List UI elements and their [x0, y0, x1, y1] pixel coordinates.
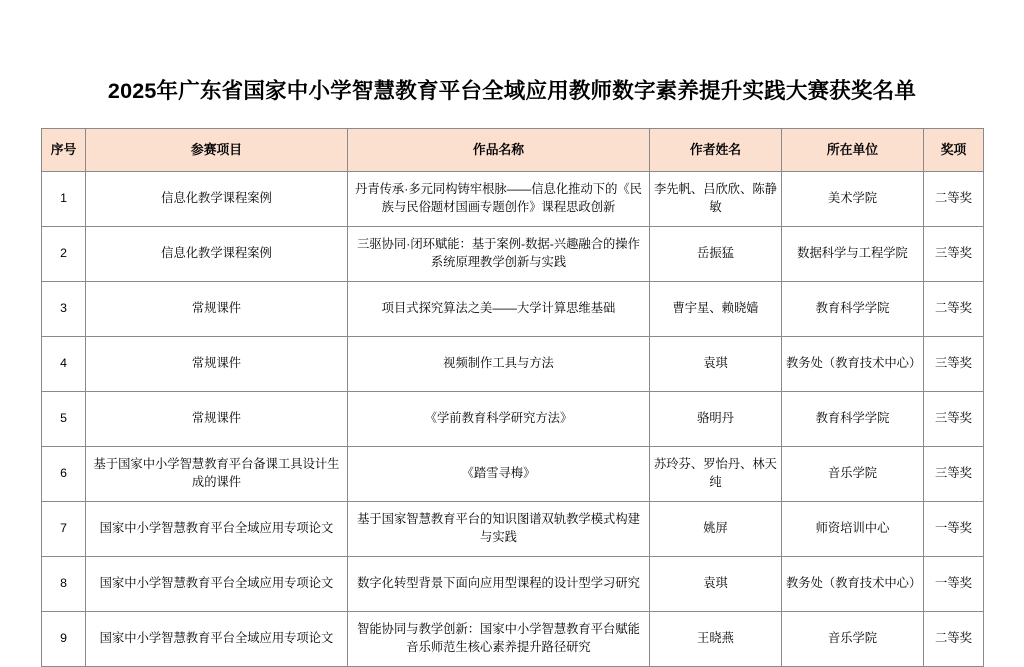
column-header-author: 作者姓名	[650, 128, 782, 171]
cell-no: 6	[42, 446, 86, 501]
cell-work: 项目式探究算法之美——大学计算思维基础	[348, 281, 650, 336]
cell-award: 二等奖	[924, 281, 984, 336]
cell-project: 常规课件	[86, 336, 348, 391]
cell-award: 一等奖	[924, 556, 984, 611]
cell-author: 李先帆、吕欣欣、陈静敏	[650, 171, 782, 226]
cell-award: 二等奖	[924, 171, 984, 226]
table-row	[42, 226, 984, 281]
cell-work: 基于国家智慧教育平台的知识图谱双轨教学模式构建与实践	[348, 501, 650, 556]
table-header	[42, 128, 984, 171]
column-header-work: 作品名称	[348, 128, 650, 171]
column-header-unit: 所在单位	[782, 128, 924, 171]
cell-unit: 数据科学与工程学院	[782, 226, 924, 281]
cell-no: 7	[42, 501, 86, 556]
table-row	[42, 446, 984, 501]
cell-no: 1	[42, 171, 86, 226]
cell-project: 国家中小学智慧教育平台全域应用专项论文	[86, 611, 348, 666]
cell-no: 9	[42, 611, 86, 666]
cell-work: 三驱协同·闭环赋能：基于案例-数据-兴趣融合的操作系统原理教学创新与实践	[348, 226, 650, 281]
cell-unit: 音乐学院	[782, 611, 924, 666]
cell-unit: 教务处（教育技术中心）	[782, 556, 924, 611]
table-header-row	[42, 128, 984, 171]
table-row	[42, 171, 984, 226]
cell-author: 岳振猛	[650, 226, 782, 281]
cell-unit: 音乐学院	[782, 446, 924, 501]
table-row	[42, 336, 984, 391]
cell-no: 8	[42, 556, 86, 611]
cell-award: 三等奖	[924, 391, 984, 446]
cell-unit: 教育科学学院	[782, 391, 924, 446]
cell-author: 王晓燕	[650, 611, 782, 666]
award-table-container	[41, 128, 983, 667]
cell-award: 二等奖	[924, 611, 984, 666]
cell-no: 4	[42, 336, 86, 391]
cell-work: 视频制作工具与方法	[348, 336, 650, 391]
cell-author: 袁琪	[650, 556, 782, 611]
table-row	[42, 391, 984, 446]
page-title: 2025年广东省国家中小学智慧教育平台全域应用教师数字素养提升实践大赛获奖名单	[107, 79, 917, 103]
cell-unit: 教育科学学院	[782, 281, 924, 336]
cell-no: 3	[42, 281, 86, 336]
table-row	[42, 556, 984, 611]
column-header-award: 奖项	[924, 128, 984, 171]
cell-work: 智能协同与教学创新：国家中小学智慧教育平台赋能音乐师范生核心素养提升路径研究	[348, 611, 650, 666]
cell-author: 苏玲芬、罗怡丹、林天纯	[650, 446, 782, 501]
cell-author: 曹宇星、赖晓嫱	[650, 281, 782, 336]
cell-unit: 教务处（教育技术中心）	[782, 336, 924, 391]
cell-no: 2	[42, 226, 86, 281]
cell-award: 三等奖	[924, 446, 984, 501]
cell-work: 丹青传承·多元同构铸牢根脉——信息化推动下的《民族与民俗题材国画专题创作》课程思政创新	[348, 171, 650, 226]
cell-no: 5	[42, 391, 86, 446]
cell-author: 姚屏	[650, 501, 782, 556]
table-body	[42, 171, 984, 666]
table-row	[42, 501, 984, 556]
cell-unit: 美术学院	[782, 171, 924, 226]
cell-work: 数字化转型背景下面向应用型课程的设计型学习研究	[348, 556, 650, 611]
table-row	[42, 281, 984, 336]
cell-project: 信息化教学课程案例	[86, 171, 348, 226]
cell-author: 袁琪	[650, 336, 782, 391]
cell-project: 信息化教学课程案例	[86, 226, 348, 281]
column-header-project: 参赛项目	[86, 128, 348, 171]
cell-work: 《学前教育科学研究方法》	[348, 391, 650, 446]
award-table	[41, 128, 984, 667]
cell-project: 国家中小学智慧教育平台全域应用专项论文	[86, 501, 348, 556]
cell-work: 《踏雪寻梅》	[348, 446, 650, 501]
cell-award: 三等奖	[924, 336, 984, 391]
cell-project: 常规课件	[86, 391, 348, 446]
table-row	[42, 611, 984, 666]
cell-project: 国家中小学智慧教育平台全域应用专项论文	[86, 556, 348, 611]
column-header-no: 序号	[42, 128, 86, 171]
cell-unit: 师资培训中心	[782, 501, 924, 556]
cell-project: 常规课件	[86, 281, 348, 336]
cell-award: 一等奖	[924, 501, 984, 556]
cell-project: 基于国家中小学智慧教育平台备课工具设计生成的课件	[86, 446, 348, 501]
cell-author: 骆明丹	[650, 391, 782, 446]
cell-award: 三等奖	[924, 226, 984, 281]
